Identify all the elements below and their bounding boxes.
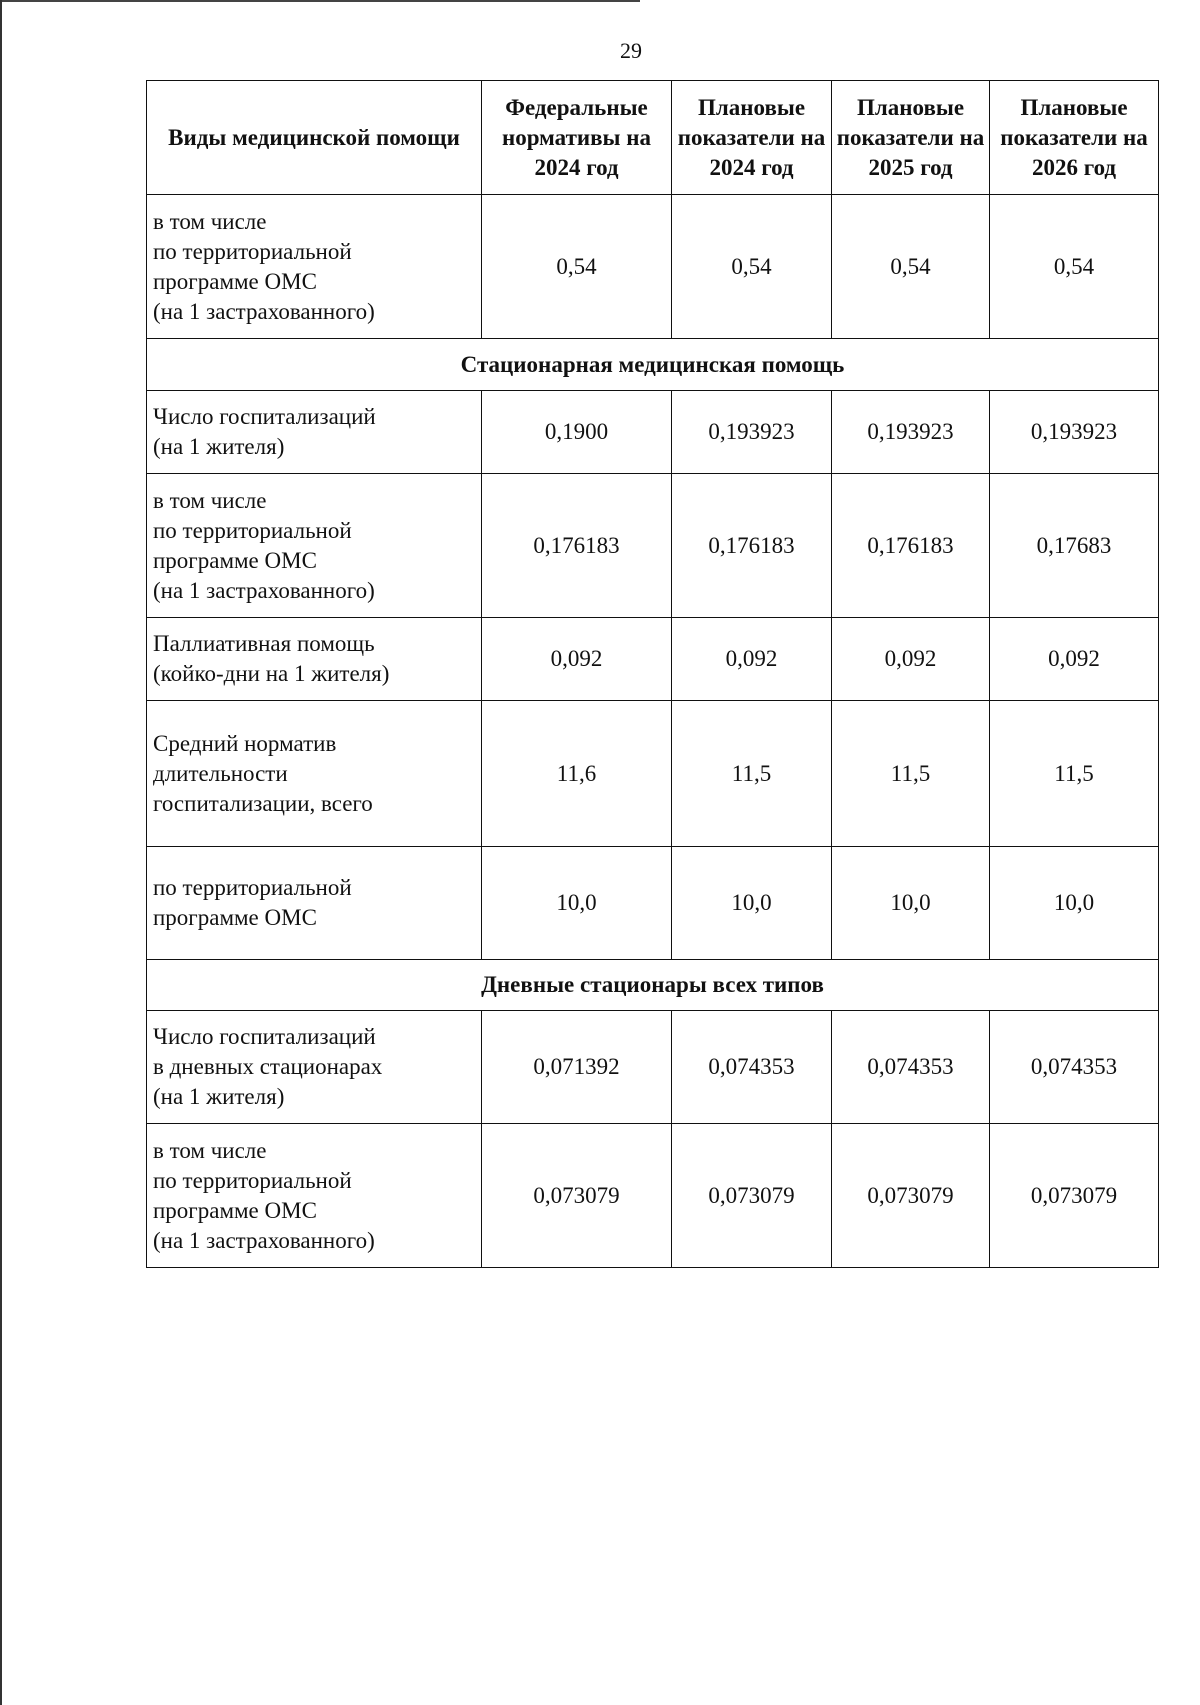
section-title: Дневные стационары всех типов — [147, 960, 1159, 1011]
value-cell: 0,073079 — [990, 1124, 1159, 1268]
value-cell: 0,54 — [482, 195, 672, 339]
value-cell: 0,092 — [990, 618, 1159, 701]
section-header-row — [147, 960, 1159, 1011]
value-cell: 0,074353 — [832, 1011, 990, 1124]
row-label: Число госпитализаций в дневных стационарах (на 1 жителя) — [147, 1011, 482, 1124]
value-cell: 11,5 — [832, 701, 990, 847]
row-label: в том числе по территориальной программе ОМС (на 1 застрахованного) — [147, 195, 482, 339]
table-header-row — [147, 81, 1159, 195]
value-cell: 0,54 — [832, 195, 990, 339]
value-cell: 0,092 — [832, 618, 990, 701]
table-row — [147, 1124, 1159, 1268]
value-cell: 0,17683 — [990, 474, 1159, 618]
value-cell: 10,0 — [672, 847, 832, 960]
row-label: в том числе по территориальной программе ОМС (на 1 застрахованного) — [147, 1124, 482, 1268]
value-cell: 0,193923 — [672, 391, 832, 474]
value-cell: 10,0 — [832, 847, 990, 960]
row-label: Число госпитализаций (на 1 жителя) — [147, 391, 482, 474]
value-cell: 0,074353 — [990, 1011, 1159, 1124]
value-cell: 0,071392 — [482, 1011, 672, 1124]
value-cell: 0,176183 — [672, 474, 832, 618]
value-cell: 10,0 — [482, 847, 672, 960]
section-title: Стационарная медицинская помощь — [147, 339, 1159, 391]
table-row — [147, 618, 1159, 701]
row-label: по территориальной программе ОМС — [147, 847, 482, 960]
table-row — [147, 847, 1159, 960]
value-cell: 0,092 — [482, 618, 672, 701]
header-plan-2025: Плановые показатели на 2025 год — [832, 81, 990, 195]
value-cell: 0,176183 — [482, 474, 672, 618]
header-plan-2024: Плановые показатели на 2024 год — [672, 81, 832, 195]
scan-edge-left — [0, 0, 2, 1705]
value-cell: 0,54 — [672, 195, 832, 339]
section-header-row — [147, 339, 1159, 391]
page-number: 29 — [620, 38, 642, 63]
value-cell: 0,176183 — [832, 474, 990, 618]
value-cell: 11,5 — [672, 701, 832, 847]
medical-care-norms-table — [146, 80, 1159, 1268]
table-row — [147, 195, 1159, 339]
value-cell: 0,073079 — [482, 1124, 672, 1268]
value-cell: 0,193923 — [832, 391, 990, 474]
value-cell: 0,073079 — [832, 1124, 990, 1268]
value-cell: 0,074353 — [672, 1011, 832, 1124]
value-cell: 11,6 — [482, 701, 672, 847]
table-row — [147, 1011, 1159, 1124]
value-cell: 0,193923 — [990, 391, 1159, 474]
value-cell: 10,0 — [990, 847, 1159, 960]
value-cell: 0,1900 — [482, 391, 672, 474]
table-row — [147, 391, 1159, 474]
table-row — [147, 474, 1159, 618]
value-cell: 0,54 — [990, 195, 1159, 339]
table-row — [147, 701, 1159, 847]
value-cell: 0,073079 — [672, 1124, 832, 1268]
scan-edge-top — [0, 0, 640, 2]
header-care-type: Виды медицинской помощи — [147, 81, 482, 195]
row-label: Средний норматив длительности госпитализации, всего — [147, 701, 482, 847]
header-federal-2024: Федеральные нормативы на 2024 год — [482, 81, 672, 195]
header-plan-2026: Плановые показатели на 2026 год — [990, 81, 1159, 195]
value-cell: 11,5 — [990, 701, 1159, 847]
row-label: в том числе по территориальной программе ОМС (на 1 застрахованного) — [147, 474, 482, 618]
row-label: Паллиативная помощь (койко-дни на 1 жителя) — [147, 618, 482, 701]
value-cell: 0,092 — [672, 618, 832, 701]
